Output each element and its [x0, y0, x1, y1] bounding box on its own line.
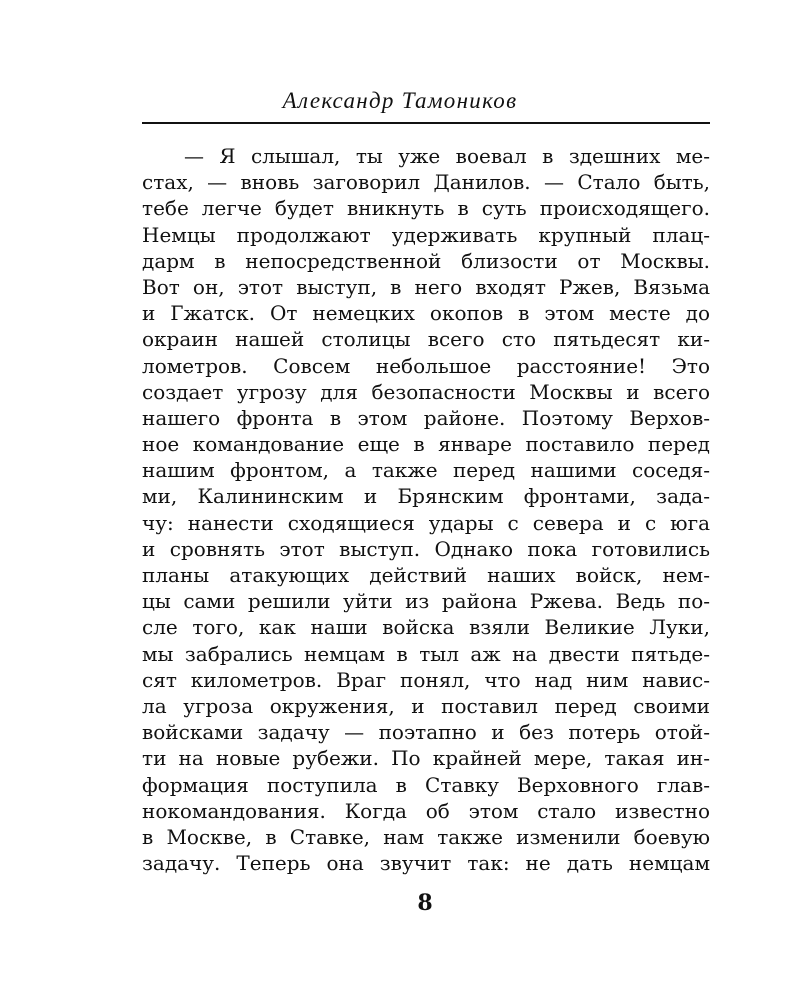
text-line: мы забрались немцам в тыл аж на двести пятьде-: [142, 641, 710, 666]
text-line: нокомандования. Когда об этом стало известно: [142, 798, 710, 823]
text-line: ла угроза окружения, и поставил перед своими: [142, 693, 710, 718]
header-rule: [142, 122, 710, 124]
text-line: стах, — вновь заговорил Данилов. — Стало быть,: [142, 170, 710, 195]
text-line: войсками задачу — поэтапно и без потерь отой-: [142, 720, 710, 745]
text-line: чу: нанести сходящиеся удары с севера и с юга: [142, 510, 710, 535]
text-line: окраин нашей столицы всего сто пятьдесят ки-: [142, 327, 710, 352]
text-line: нашим фронтом, а также перед нашими соседя-: [142, 458, 710, 483]
text-line: ти на новые рубежи. По крайней мере, такая ин-: [142, 746, 710, 771]
text-line: дарм в непосредственной близости от Москвы.: [142, 248, 710, 273]
text-line: задачу. Теперь она звучит так: не дать немцам: [142, 851, 710, 876]
text-line: тебе легче будет вникнуть в суть происходящего.: [142, 196, 710, 221]
text-line: формация поступила в Ставку Верховного глав-: [142, 772, 710, 797]
text-line: — Я слышал, ты уже воевал в здешних ме-: [184, 144, 710, 168]
text-line: Вот он, этот выступ, в него входят Ржев, Вязьма: [142, 274, 710, 299]
text-line: цы сами решили уйти из района Ржева. Ведь по-: [142, 589, 710, 614]
text-line: лометров. Совсем небольшое расстояние! Это: [142, 353, 710, 378]
text-line: и сровнять этот выступ. Однако пока готовились: [142, 536, 710, 561]
running-head-author: Александр Тамоников: [282, 88, 518, 113]
text-line: планы атакующих действий наших войск, нем-: [142, 563, 710, 587]
text-line: и Гжатск. От немецких окопов в этом месте до: [142, 301, 710, 326]
text-line: Немцы продолжают удерживать крупный плац-: [142, 222, 710, 247]
body-text: [142, 143, 710, 876]
text-line: сле того, как наши войска взяли Великие Луки,: [142, 615, 710, 640]
text-line: ми, Калининским и Брянским фронтами, зада-: [142, 484, 710, 509]
text-line: сят километров. Враг понял, что над ним навис-: [142, 667, 710, 692]
text-line: в Москве, в Ставке, нам также изменили боевую: [142, 824, 710, 849]
text-line: нашего фронта в этом районе. Поэтому Верхов-: [142, 405, 710, 430]
text-line: создает угрозу для безопасности Москвы и всего: [142, 379, 710, 404]
text-line: ное командование еще в январе поставило перед: [142, 432, 710, 457]
page-number: 8: [417, 890, 433, 916]
